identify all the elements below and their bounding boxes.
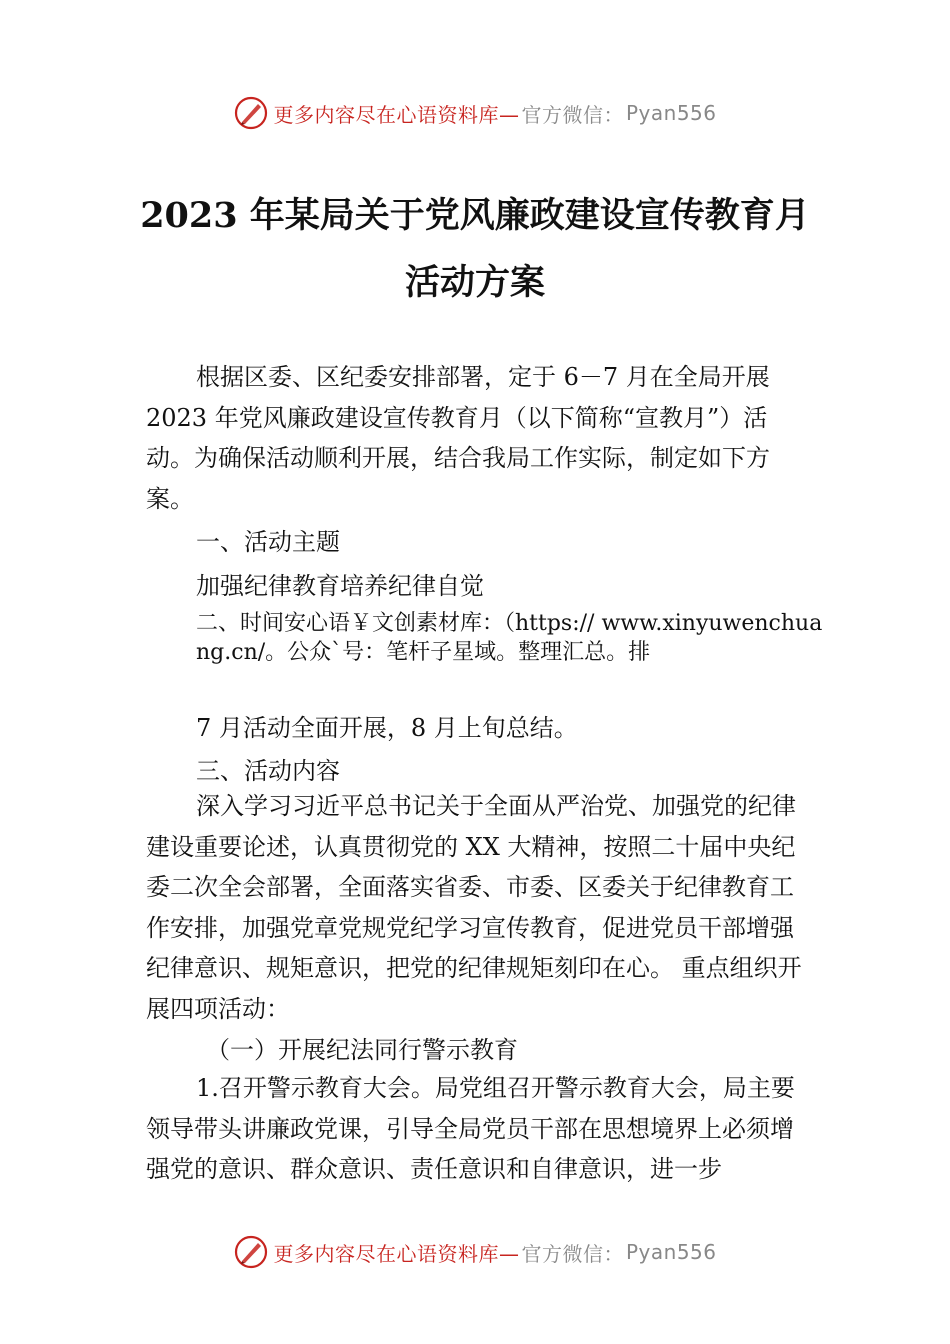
watermark-wechat-id: Pyan556 xyxy=(625,101,717,125)
document-title-line2: 活动方案 xyxy=(404,262,545,303)
section1-body: 加强纪律教育培养纪律自觉 xyxy=(196,572,484,600)
pen-logo-icon xyxy=(233,95,269,131)
section2-heading: 二、时间安心语￥文创素材库：（https:// www.xinyuwenchuang.cn/。公众`号：笔杆子星域。整理汇总。排 xyxy=(196,611,823,665)
watermark-text: 更多内容尽在心语资料库— xyxy=(273,102,520,127)
section2-body: 7 月活动全面开展，8 月上旬总结。 xyxy=(196,714,578,742)
section1-heading: 一、活动主题 xyxy=(196,528,340,556)
watermark-wechat-id: Pyan556 xyxy=(625,1240,717,1264)
header-watermark xyxy=(0,93,950,133)
document-title-line1: 2023 年某局关于党风廉政建设宣传教育月 xyxy=(140,195,810,236)
watermark-wechat-label: 官方微信： xyxy=(521,102,624,127)
item1-paragraph: 1.召开警示教育大会。局党组召开警示教育大会，局主要领导带头讲廉政党课，引导全局党员干部在思想境界上必须增强党的意识、群众意识、责任意识和自律意识，进一步 xyxy=(146,1074,795,1183)
section3-body: 深入学习习近平总书记关于全面从严治党、加强党的纪律建设重要论述，认真贯彻党的 XX 大精神，按照二十届中央纪委二次全会部署，全面落实省委、市委、区委关于纪律教育工作安排，加强党章党规党纪学习宣传教育，促进党员干部增强纪律意识、规矩意识，把党的纪律规矩刻印在心。 重点组织开展四项活动： xyxy=(146,792,802,1023)
footer-watermark xyxy=(0,1232,950,1272)
intro-paragraph: 根据区委、区纪委安排部署，定于 6－7 月在全局开展 2023 年党风廉政建设宣传教育月（以下简称“宣教月”）活动。为确保活动顺利开展，结合我局工作实际，制定如下方案。 xyxy=(146,363,770,513)
subsection1-heading: （一）开展纪法同行警示教育 xyxy=(206,1036,518,1064)
watermark-wechat-label: 官方微信： xyxy=(521,1241,624,1266)
pen-logo-icon xyxy=(233,1234,269,1270)
watermark-text: 更多内容尽在心语资料库— xyxy=(273,1241,520,1266)
section3-heading: 三、活动内容 xyxy=(196,757,340,785)
